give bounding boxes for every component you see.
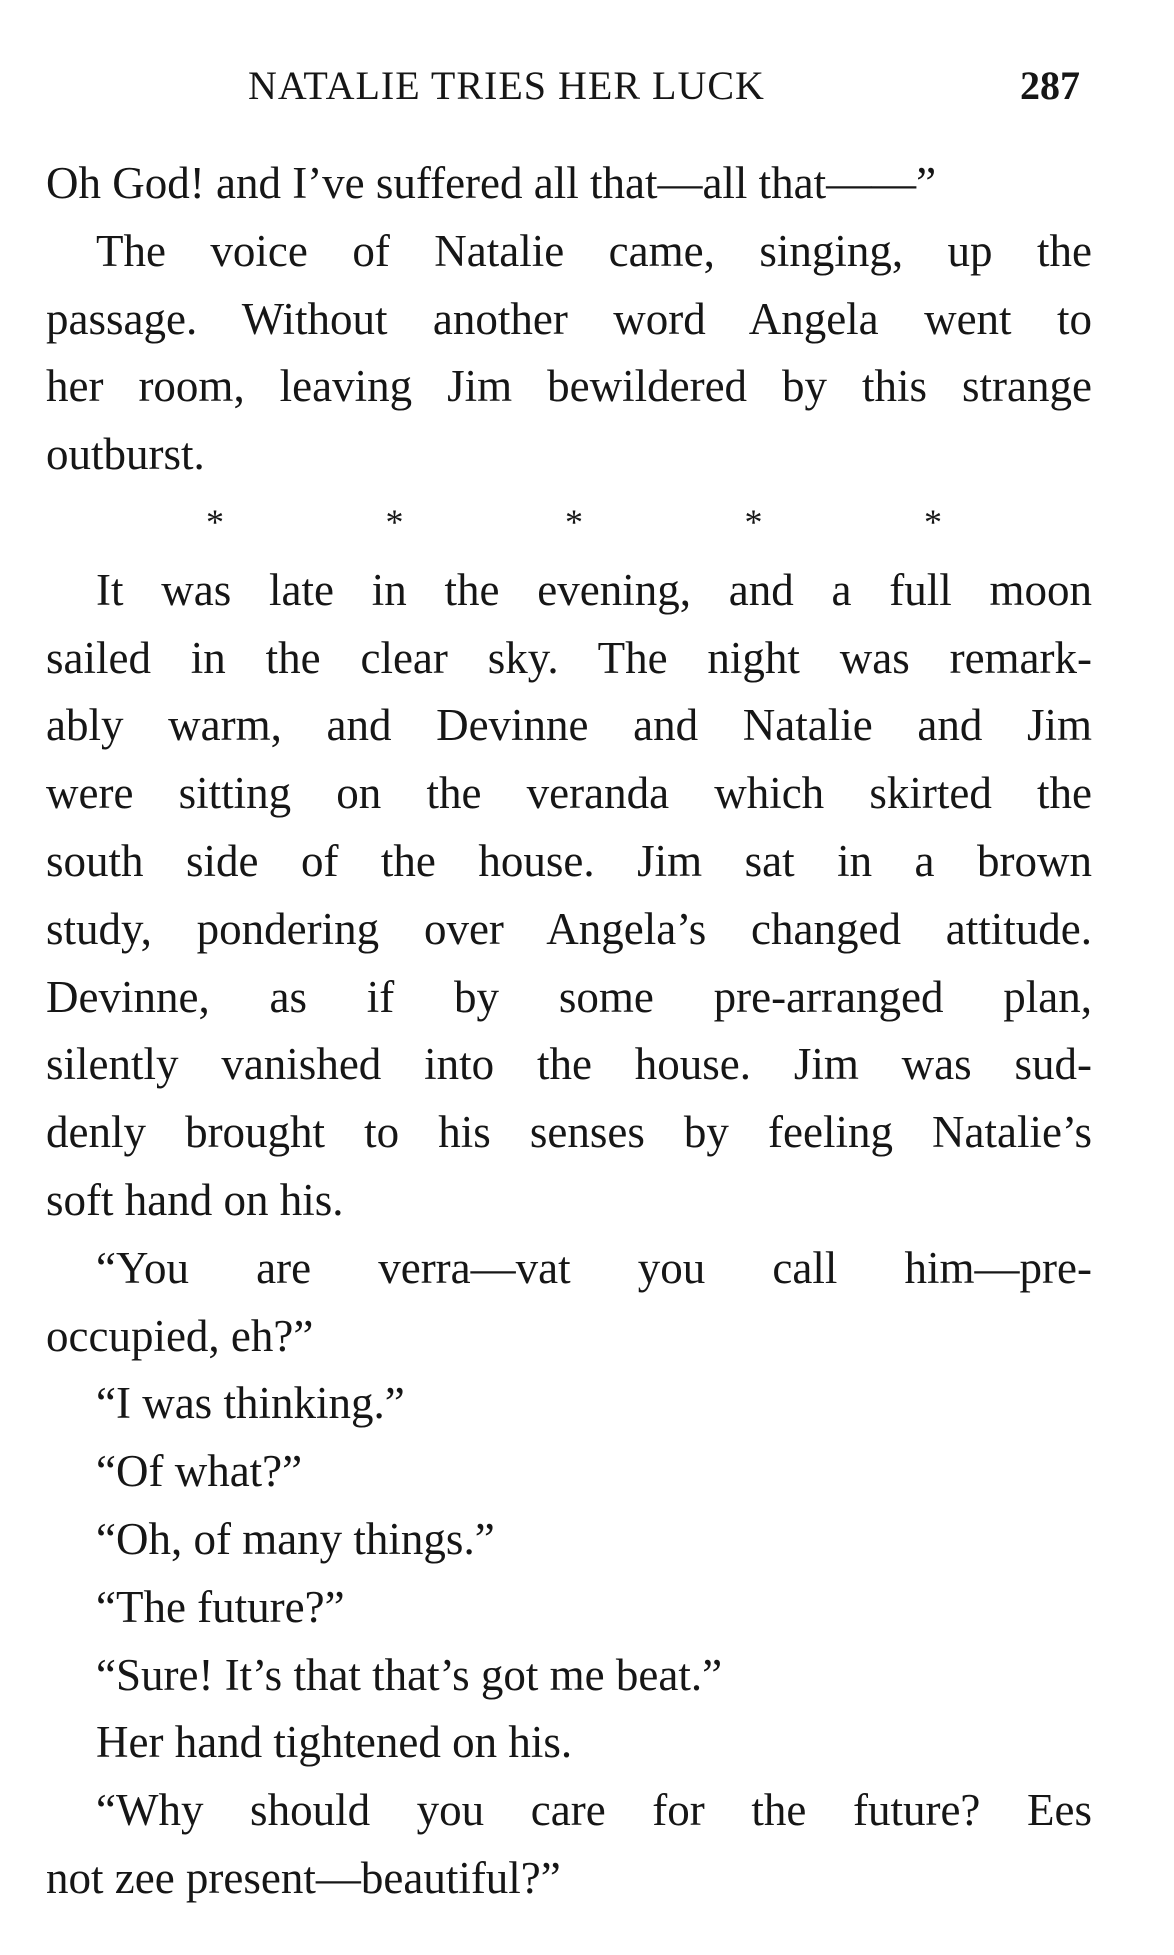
text-line: Her hand tightened on his. <box>96 1717 573 1768</box>
page-header <box>0 62 1174 122</box>
text-line: not zee present—beautiful?” <box>46 1852 561 1903</box>
text-line: passage. Without another word Angela went to <box>46 293 1092 344</box>
text-line: “The future?” <box>96 1581 345 1632</box>
text-line: “Of what?” <box>96 1446 303 1497</box>
text-line: denly brought to his senses by feeling Natalie’s <box>46 1107 1092 1158</box>
section-break <box>46 489 1092 557</box>
section-break-star: * <box>206 501 224 542</box>
page-number: 287 <box>1020 63 1080 108</box>
text-line: her room, leaving Jim bewildered by this strange <box>46 361 1092 412</box>
text-line: “Why should you care for the future? Ees <box>96 1785 1092 1836</box>
text-line: The voice of Natalie came, singing, up the <box>96 225 1092 276</box>
text-line: “Sure! It’s that that’s got me beat.” <box>96 1649 723 1700</box>
text-line: silently vanished into the house. Jim was sud- <box>46 1039 1092 1090</box>
text-line: Oh God! and I’ve suffered all that—all that——” <box>46 158 937 208</box>
text-line: occupied, eh?” <box>46 1310 314 1361</box>
text-line: “Oh, of many things.” <box>96 1513 495 1564</box>
text-line: were sitting on the veranda which skirted the <box>46 768 1092 819</box>
section-break-star: * <box>385 501 404 542</box>
text-line: outburst. <box>46 429 205 480</box>
running-head: NATALIE TRIES HER LUCK <box>248 63 765 108</box>
text-line: sailed in the clear sky. The night was remark- <box>46 632 1092 683</box>
section-break-star: * <box>924 501 942 542</box>
text-line: It was late in the evening, and a full moon <box>96 564 1092 615</box>
text-line: study, pondering over Angela’s changed attitude. <box>46 903 1092 954</box>
text-line: ably warm, and Devinne and Natalie and Jim <box>46 700 1092 751</box>
text-line: soft hand on his. <box>46 1174 344 1225</box>
body-text <box>46 150 1092 1913</box>
text-line: “I was thinking.” <box>96 1378 405 1429</box>
section-break-star: * <box>744 501 763 542</box>
text-line: Devinne, as if by some pre-arranged plan, <box>46 971 1092 1022</box>
text-line: south side of the house. Jim sat in a brown <box>46 835 1092 886</box>
text-line: “You are verra—vat you call him—pre- <box>96 1242 1092 1293</box>
section-break-star: * <box>565 501 583 542</box>
